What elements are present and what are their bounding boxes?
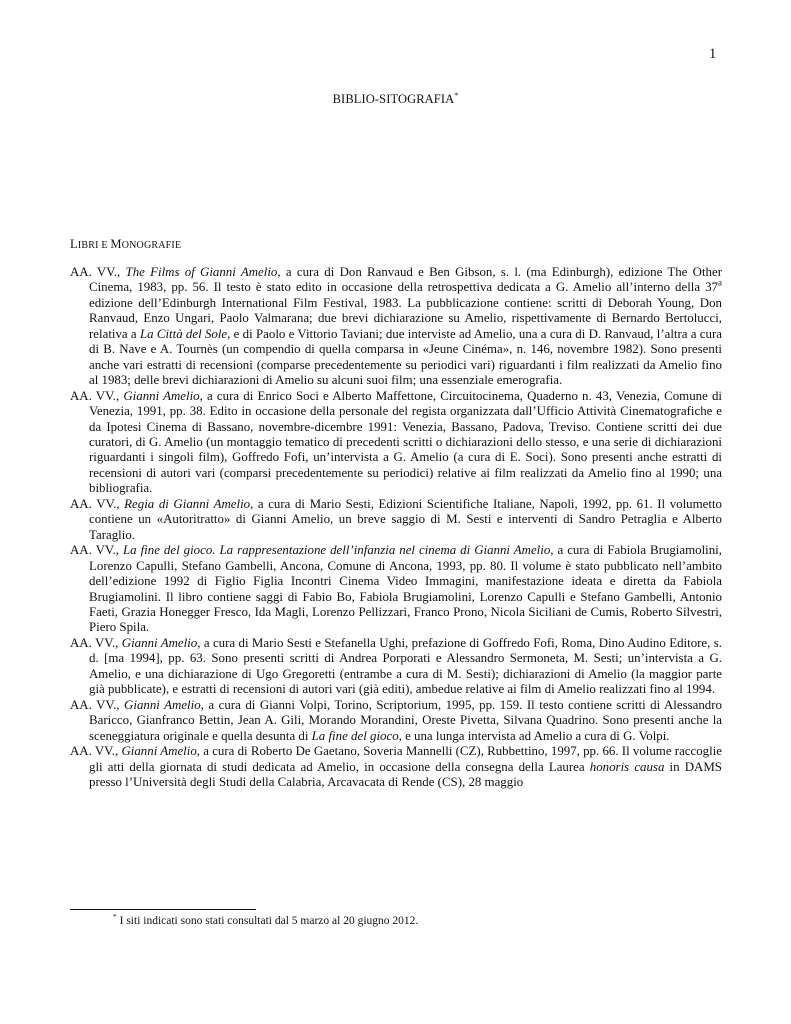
entry-author: AA. VV., [70, 635, 122, 650]
entry-title: Gianni Amelio [121, 635, 198, 650]
entry-author: AA. VV., [70, 265, 126, 279]
bibliography-entry [70, 636, 722, 698]
entry-title: La Città del Sole [139, 326, 228, 341]
entry-superscript: a [718, 278, 722, 289]
entry-author: AA. VV., [70, 543, 123, 558]
entry-title: Gianni Amelio [123, 388, 200, 403]
entry-text: edizione dell’Edinburgh International Film Festival, 1983. La pubblicazione contiene: scritti di Deborah Young, Don Ranvaud, Enzo Ungari, Paolo Valmarana; due brevi dichiarazione su Amelio, rispettivamente di Bernardo Bertolucci, relativa a [89, 295, 722, 341]
entry-title: honoris causa [589, 759, 665, 774]
entry-title: La fine del gioco. La rappresentazione dell’infanzia nel cinema di Gianni Amelio [122, 543, 551, 558]
footnote-divider [70, 909, 256, 910]
footnote-text: I siti indicati sono stati consultati dal 5 marzo al 20 giugno 2012. [116, 915, 419, 927]
bibliography-entry [70, 543, 722, 636]
bibliography-entry [70, 389, 722, 497]
entry-title: The Films of Gianni Amelio [125, 265, 278, 279]
page-number: 1 [709, 46, 717, 62]
entry-author: AA. VV., [70, 697, 125, 712]
entry-text: , a cura di Enrico Soci e Alberto Maffettone, Circuitocinema, Quaderno n. 43, Venezia, Comune di Venezia, 1991, pp. 38. Edito in occasione della personale del regista organizzata dall’Ufficio Attività Cinematografiche e da Ipotesi Cinema di Bassano, novembre-dicembre 1991: Venezia, Bassano, Padova, Treviso. Contiene scritti dei due curatori, di G. Amelio (un montaggio tematico di precedenti scritti o dichiarazioni dello stesso, e una serie di dichiarazioni riguardanti i singoli film), Goffredo Fofi, un’intervista a G. Amelio (a cura di E. Soci). Sono presenti anche estratti di recensioni di autori vari (comparsi precedentemente su periodici) relative ai film realizzati da Amelio fino al 1990; una bibliografia. [89, 388, 723, 496]
entry-text: in DAMS presso l’Università degli Studi della Calabria, Arcavacata di Rende (CS), 28 maggio [89, 759, 722, 789]
section-heading [70, 237, 181, 252]
entry-author: AA. VV., [70, 388, 124, 403]
bibliography-entry [70, 744, 722, 790]
bibliography-entry [70, 497, 722, 543]
entry-title: Regia di Gianni Amelio [124, 496, 251, 511]
entry-text: , a cura di Roberto De Gaetano, Soveria Mannelli (CZ), Rubbettino, 1997, pp. 66. Il volume raccoglie gli atti della giornata di studi dedicata ad Amelio, in occasione della consegna della Laurea [89, 744, 723, 774]
entry-text: , a cura di Don Ranvaud e Ben Gibson, s. l. (ma Edinburgh), edizione The Other Cinema, 1983, pp. 56. Il testo è stato edito in occasione della retrospettiva dedicata a G. Amelio all’interno della 37 [89, 265, 722, 295]
footnote-marker: * [454, 90, 459, 100]
entry-title: Gianni Amelio [124, 697, 201, 712]
entry-text: , a cura di Mario Sesti e Stefanella Ughi, prefazione di Goffredo Fofi, Roma, Dino Audino Editore, s. d. [ma 1994], pp. 63. Sono presenti scritti di Andrea Porporati e Alessandro Sermoneta, M. Sesti; un’intervista a G. Amelio, e una dichiarazione di Ugo Gregoretti (entrambe a cura di M. Sesti); dichiarazioni di Amelio (la maggior parte già pubblicate), e estratti di recensioni di autori vari (già editi), ambedue relative ai film di Amelio realizzati fino al 1994. [89, 635, 722, 697]
entry-title: Gianni Amelio [121, 744, 197, 759]
entry-text: , e di Paolo e Vittorio Taviani; due interviste ad Amelio, una a cura di D. Ranvaud, l’altra a cura di B. Nave e A. Tournès (un compendio di quella comparsa in «Jeune Cinéma», n. 146, novembre 1982). Sono presenti anche vari estratti di recensioni (comparse precedentemente su periodici vari) riguardanti i film realizzati da Amelio fino al 1983; delle brevi dichiarazioni di Amelio su alcuni suoi film; una essenziale emerografia. [89, 326, 722, 388]
entry-text: , a cura di Mario Sesti, Edizioni Scientifiche Italiane, Napoli, 1992, pp. 61. Il volumetto contiene un «Autoritratto» di Gianni Amelio, un breve saggio di M. Sesti e interventi di Sandro Petraglia e Alberto Taraglio. [89, 496, 722, 542]
bibliography-list [70, 265, 722, 790]
heading-cap-m: M [110, 237, 122, 251]
entry-title: La fine del gioco [311, 728, 399, 743]
bibliography-entry [70, 698, 722, 744]
heading-smallcaps-onografie: ONOGRAFIE [121, 240, 182, 251]
entry-text: , a cura di Fabiola Brugiamolini, Lorenzo Capulli, Stefano Gambelli, Ancona, Comune di Ancona, 1993, pp. 80. Il volume è stato pubblicato nell’ambito dell’edizione 1992 di Figlio Figlia Incontri Cinema Video Immagini, manifestazione ideata e diretta da Fabiola Brugiamolini. Il libro contiene saggi di Fabio Bo, Fabiola Brugiamolini, Lorenzo Capulli e Stefano Gambelli, Antonio Faeti, Grazia Honegger Fresco, Ida Magli, Lorenzo Pellizzari, Franco Prono, Nicola Siciliani de Cumis, Roberto Silvestri, Piero Spila. [89, 543, 722, 635]
heading-smallcaps-ibri: IBRI E [77, 240, 111, 251]
entry-author: AA. VV., [70, 744, 122, 759]
entry-text: , a cura di Gianni Volpi, Torino, Scriptorium, 1995, pp. 159. Il testo contiene scritti di Alessandro Baricco, Gianfranco Bettin, Jean A. Gili, Morando Morandini, Oreste Pivetta, Silvana Quadrino. Sono presenti anche la sceneggiatura originale e quella desunta di [89, 697, 722, 743]
footnote-marker: * [113, 912, 117, 922]
entry-text: , e una lunga intervista ad Amelio a cura di G. Volpi. [398, 728, 670, 743]
page-title-text: BIBLIO-SITOGRAFIA [332, 92, 455, 106]
bibliography-entry [70, 265, 722, 389]
footnote [113, 912, 419, 927]
page-title [0, 92, 791, 107]
entry-author: AA. VV., [70, 496, 125, 511]
heading-cap-l: L [70, 237, 78, 251]
